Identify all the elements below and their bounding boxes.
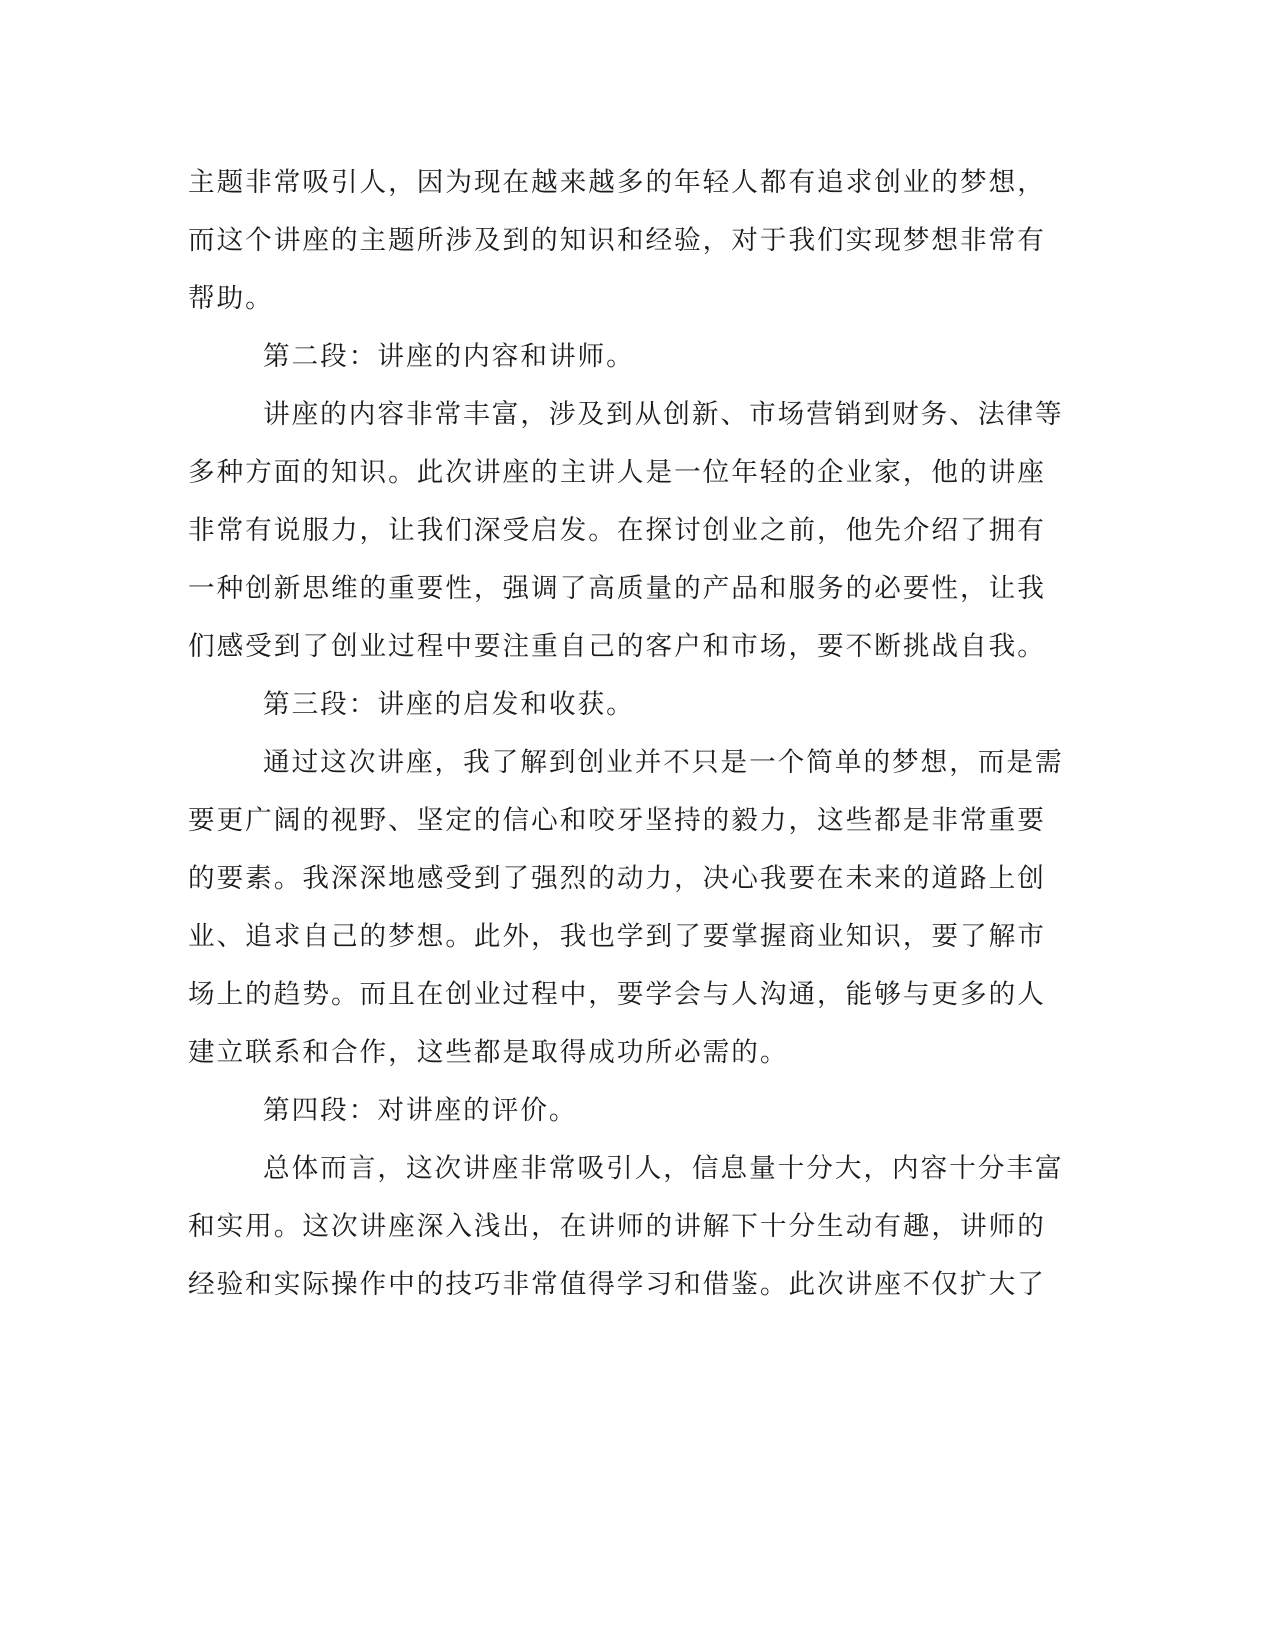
- body-text-line: 建立联系和合作，这些都是取得成功所必需的。: [188, 1037, 789, 1068]
- body-text-line: 们感受到了创业过程中要注重自己的客户和市场，要不断挑战自我。: [188, 631, 1046, 662]
- section-heading: 第四段：对讲座的评价。: [263, 1095, 578, 1126]
- body-text-line: 经验和实际操作中的技巧非常值得学习和借鉴。此次讲座不仅扩大了: [188, 1269, 1046, 1300]
- body-text-line: 总体而言，这次讲座非常吸引人，信息量十分大，内容十分丰富: [263, 1153, 1064, 1184]
- body-text-line: 讲座的内容非常丰富，涉及到从创新、市场营销到财务、法律等: [263, 399, 1064, 430]
- body-text-line: 一种创新思维的重要性，强调了高质量的产品和服务的必要性，让我: [188, 573, 1046, 604]
- section-heading: 第三段：讲座的启发和收获。: [263, 689, 635, 720]
- body-text-line: 的要素。我深深地感受到了强烈的动力，决心我要在未来的道路上创: [188, 863, 1046, 894]
- body-text-line: 要更广阔的视野、坚定的信心和咬牙坚持的毅力，这些都是非常重要: [188, 805, 1046, 836]
- body-text-line: 场上的趋势。而且在创业过程中，要学会与人沟通，能够与更多的人: [188, 979, 1046, 1010]
- body-text-line: 而这个讲座的主题所涉及到的知识和经验，对于我们实现梦想非常有: [188, 225, 1046, 256]
- section-heading: 第二段：讲座的内容和讲师。: [263, 341, 635, 372]
- body-text-line: 帮助。: [188, 283, 274, 314]
- body-text-line: 业、追求自己的梦想。此外，我也学到了要掌握商业知识，要了解市: [188, 921, 1046, 952]
- body-text-line: 多种方面的知识。此次讲座的主讲人是一位年轻的企业家，他的讲座: [188, 457, 1046, 488]
- body-text-line: 非常有说服力，让我们深受启发。在探讨创业之前，他先介绍了拥有: [188, 515, 1046, 546]
- body-text-line: 和实用。这次讲座深入浅出，在讲师的讲解下十分生动有趣，讲师的: [188, 1211, 1046, 1242]
- body-text-line: 通过这次讲座，我了解到创业并不只是一个简单的梦想，而是需: [263, 747, 1064, 778]
- body-text-line: 主题非常吸引人，因为现在越来越多的年轻人都有追求创业的梦想，: [188, 167, 1046, 198]
